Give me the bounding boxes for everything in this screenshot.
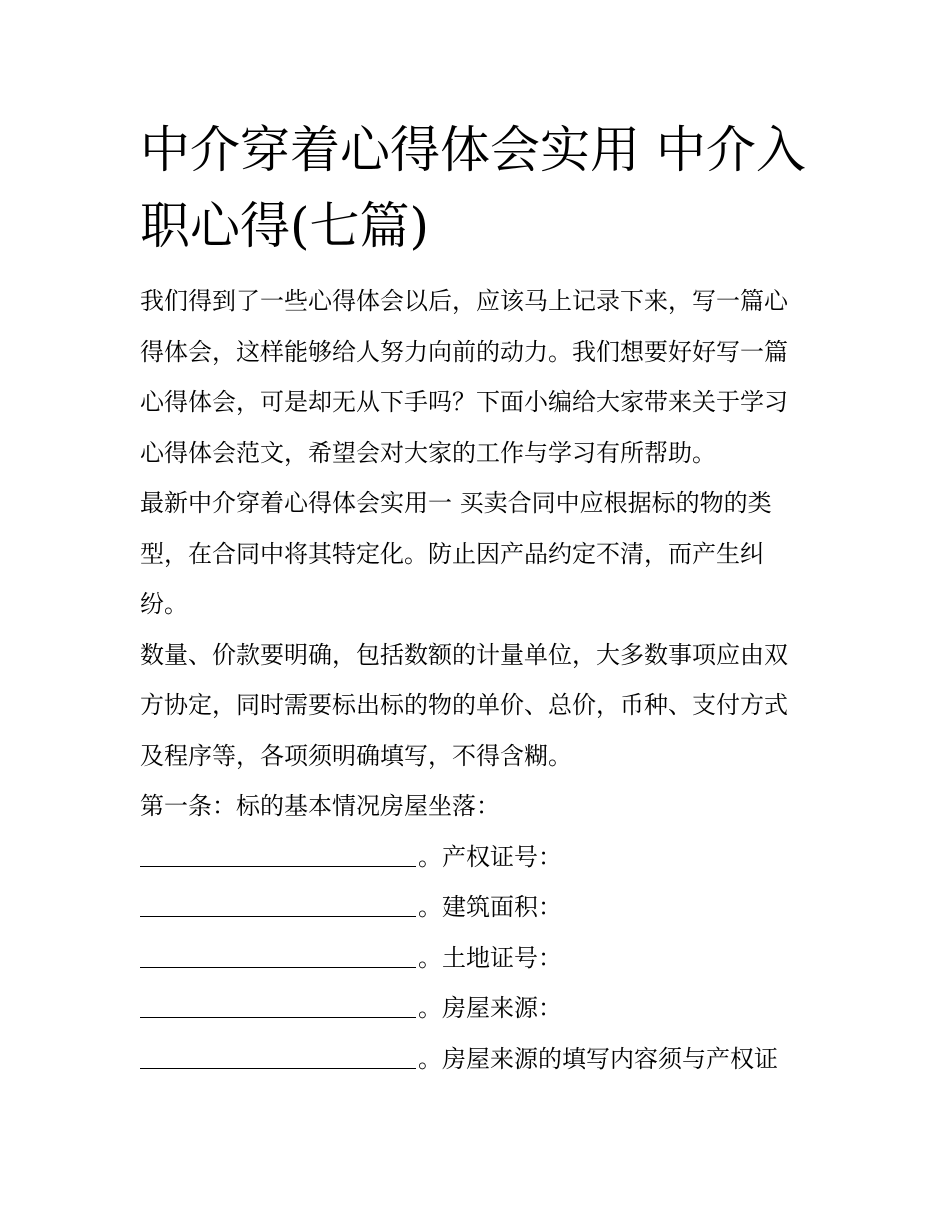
quantity-line-1: 数量、价款要明确，包括数额的计量单位，大多数事项应由双 (140, 640, 788, 669)
fill-line-house-source (140, 983, 820, 1034)
document-title (140, 112, 820, 264)
fill-label: 。建筑面积： (418, 893, 562, 921)
fill-in-blank (140, 1044, 416, 1069)
fill-line-land-cert (140, 933, 820, 984)
fill-in-blank (140, 993, 416, 1018)
title-line-2: 职心得(七篇) (140, 197, 430, 255)
fill-line-source-note (140, 1034, 820, 1085)
section-line-1: 最新中介穿着心得体会实用一 买卖合同中应根据标的物的类 (140, 489, 772, 517)
document-body (140, 276, 820, 1084)
fill-label: 。土地证号： (418, 943, 562, 972)
section-line-3: 纷。 (140, 590, 188, 618)
intro-line-1: 我们得到了一些心得体会以后，应该马上记录下来，写一篇心 (140, 287, 788, 315)
fill-in-blank (140, 892, 416, 917)
fill-label: 。房屋来源： (418, 994, 562, 1022)
intro-line-3: 心得体会，可是却无从下手吗？下面小编给大家带来关于学习 (140, 388, 788, 416)
fill-line-property-cert (140, 832, 820, 883)
intro-line-2: 得体会，这样能够给人努力向前的动力。我们想要好好写一篇 (140, 337, 788, 366)
fill-in-blank (140, 842, 416, 867)
fill-label: 。房屋来源的填写内容须与产权证 (418, 1044, 778, 1073)
fill-in-blank (140, 943, 416, 968)
fill-label: 。产权证号： (418, 842, 562, 871)
section-line-2: 型，在合同中将其特定化。防止因产品约定不清，而产生纠 (140, 539, 764, 568)
title-line-1: 中介穿着心得体会实用 中介入 (140, 121, 806, 179)
quantity-line-3: 及程序等，各项须明确填写，不得含糊。 (140, 741, 572, 770)
article-one-heading: 第一条：标的基本情况房屋坐落： (140, 792, 500, 820)
intro-line-4: 心得体会范文，希望会对大家的工作与学习有所帮助。 (140, 438, 716, 467)
quantity-line-2: 方协定，同时需要标出标的物的单价、总价，币种、支付方式 (140, 691, 788, 719)
fill-line-building-area (140, 882, 820, 933)
